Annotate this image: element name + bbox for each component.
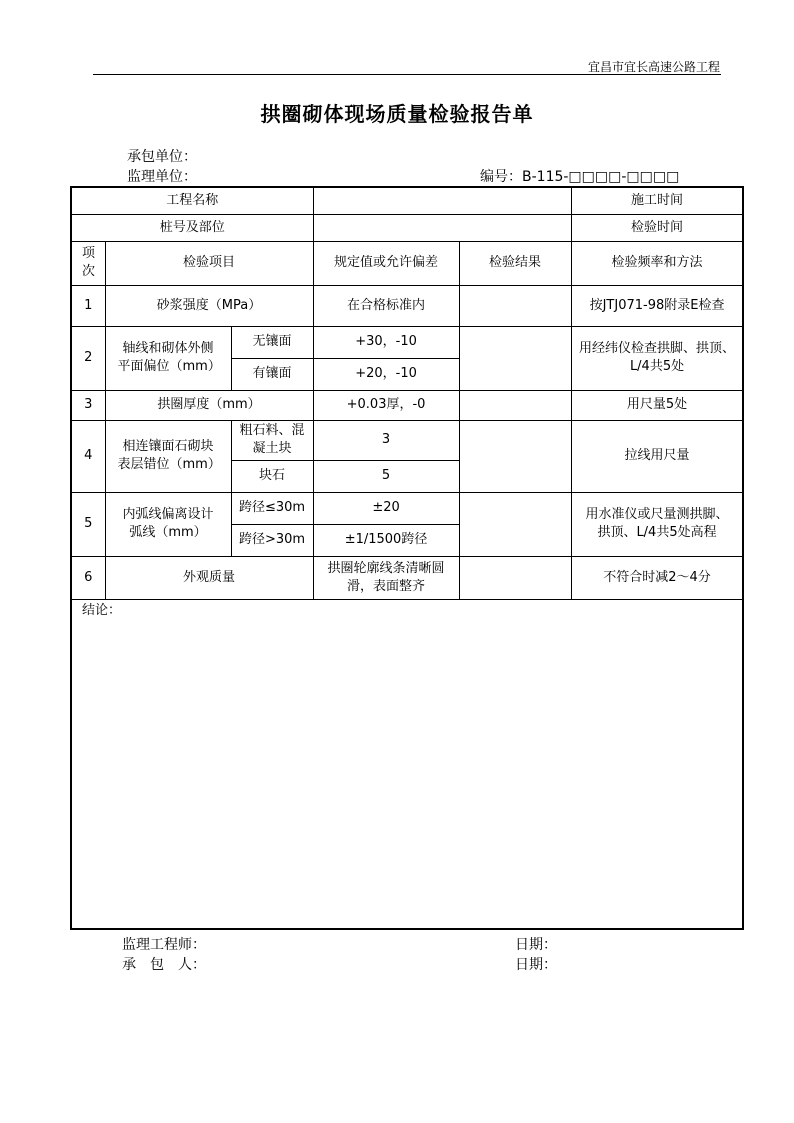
row-6-no: 6 <box>71 556 105 599</box>
project-name-header: 宜昌市宜长高速公路工程 <box>587 60 720 74</box>
row-5-sub-1-label: 跨径≤30m <box>231 492 313 524</box>
row-2-result[interactable] <box>459 326 571 390</box>
row-2-sub-1-spec: +30，-10 <box>313 326 459 358</box>
row-3-item: 拱圈厚度（mm） <box>105 390 313 420</box>
contractor-signature-label: 承 包 人： <box>122 957 206 973</box>
row-1-no: 1 <box>71 285 105 326</box>
row-4-sub-1-label: 粗石料、混凝土块 <box>231 420 313 460</box>
row-5-sub-2-spec: ±1/1500跨径 <box>313 524 459 556</box>
row-2-sub-2-label: 有镶面 <box>231 358 313 390</box>
row-5-result[interactable] <box>459 492 571 556</box>
row-1-result[interactable] <box>459 285 571 326</box>
document-title: 拱圈砌体现场质量检验报告单 <box>260 102 534 126</box>
row-4-sub-1-spec: 3 <box>313 420 459 460</box>
row-4-sub-2-spec: 5 <box>313 460 459 492</box>
conclusion-label: 结论： <box>82 602 122 618</box>
row-2-sub-2-spec: +20，-10 <box>313 358 459 390</box>
conclusion-field[interactable] <box>71 599 743 929</box>
project-name-value[interactable] <box>313 187 571 214</box>
row-2-method: 用经纬仪检查拱脚、拱顶、L/4共5处 <box>571 326 743 390</box>
row-3-method: 用尺量5处 <box>571 390 743 420</box>
construction-time-label: 施工时间 <box>571 187 743 214</box>
document-number: 编号：B-115-□□□□-□□□□ <box>480 169 680 185</box>
row-3-result[interactable] <box>459 390 571 420</box>
row-4-result[interactable] <box>459 420 571 492</box>
row-3-spec: +0.03厚，-0 <box>313 390 459 420</box>
row-4-sub-2-label: 块石 <box>231 460 313 492</box>
header-item: 检验项目 <box>105 241 313 285</box>
row-5-sub-1-spec: ±20 <box>313 492 459 524</box>
header-spec: 规定值或允许偏差 <box>313 241 459 285</box>
row-1-method: 按JTJ071-98附录E检查 <box>571 285 743 326</box>
header-rule <box>93 74 721 75</box>
station-label: 桩号及部位 <box>71 214 313 241</box>
row-6-item: 外观质量 <box>105 556 313 599</box>
engineer-date-label: 日期： <box>515 937 557 953</box>
row-1-spec: 在合格标准内 <box>313 285 459 326</box>
row-4-item: 相连镶面石砌块表层错位（mm） <box>105 420 231 492</box>
contractor-date-label: 日期： <box>515 957 557 973</box>
contractor-label: 承包单位： <box>127 149 197 165</box>
row-2-no: 2 <box>71 326 105 390</box>
row-5-sub-2-label: 跨径>30m <box>231 524 313 556</box>
row-6-method: 不符合时减2～4分 <box>571 556 743 599</box>
row-3-no: 3 <box>71 390 105 420</box>
row-4-no: 4 <box>71 420 105 492</box>
inspection-table <box>70 186 744 930</box>
row-6-spec: 拱圈轮廓线条清晰圆滑，表面整齐 <box>313 556 459 599</box>
row-5-method: 用水准仪或尺量测拱脚、拱顶、L/4共5处高程 <box>571 492 743 556</box>
row-5-no: 5 <box>71 492 105 556</box>
header-method: 检验频率和方法 <box>571 241 743 285</box>
row-5-item: 内弧线偏离设计弧线（mm） <box>105 492 231 556</box>
project-name-label: 工程名称 <box>71 187 313 214</box>
row-1-item: 砂浆强度（MPa） <box>105 285 313 326</box>
header-item-no: 项次 <box>71 241 105 285</box>
station-value[interactable] <box>313 214 571 241</box>
header-result: 检验结果 <box>459 241 571 285</box>
inspection-time-label: 检验时间 <box>571 214 743 241</box>
row-4-method: 拉线用尺量 <box>571 420 743 492</box>
row-2-sub-1-label: 无镶面 <box>231 326 313 358</box>
row-6-result[interactable] <box>459 556 571 599</box>
row-2-item: 轴线和砌体外侧平面偏位（mm） <box>105 326 231 390</box>
engineer-signature-label: 监理工程师： <box>122 937 206 953</box>
supervisor-label: 监理单位： <box>127 169 197 185</box>
